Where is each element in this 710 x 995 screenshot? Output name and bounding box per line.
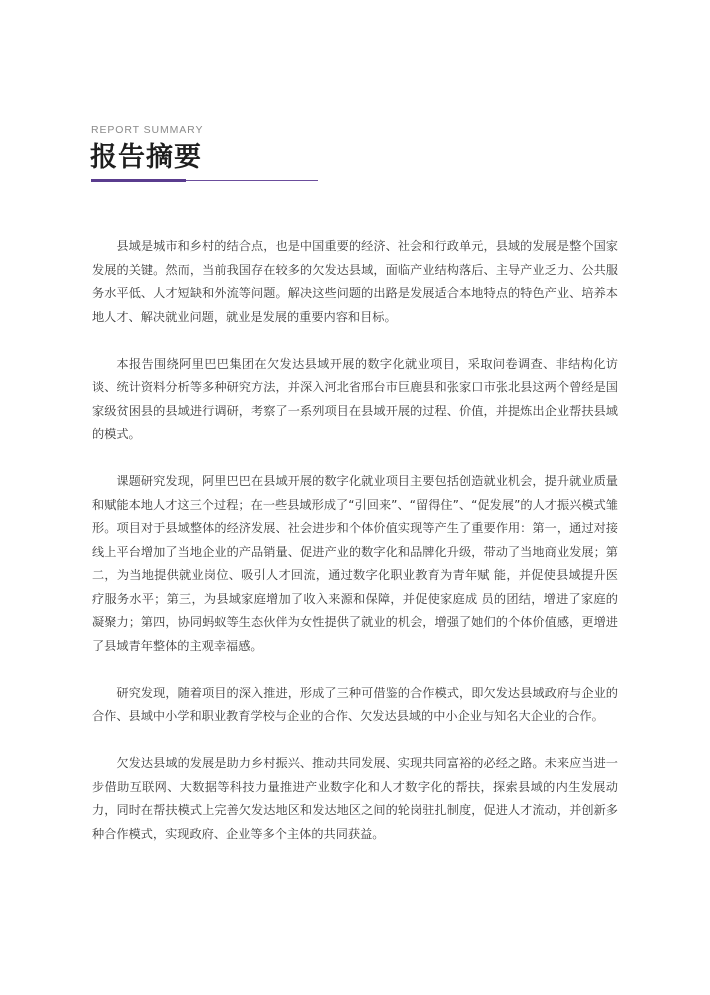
paragraph-findings: 课题研究发现，阿里巴巴在县域开展的数字化就业项目主要包括创造就业机会，提升就业质量和赋能本地人才这三个过程；在一些县域形成了“引回来”、“留得住”、“促发展”的人才振兴模式雏形。项目对于县域整体的经济发展、社会进步和个体价值实现等产生了重要作用：第一，通过对接线上平台增加了当地企业的产品销量、促进产业的数字化和品牌化升级，带动了当地商业发展；第二，为当地提供就业岗位、吸引人才回流，通过数字化职业教育为青年赋 能，并促使县域提升医疗服务水平；第三，为县域家庭增加了收入来源和保障，并促使家庭成 员的团结，增进了家庭的凝聚力；第四，协同蚂蚁等生态伙伴为女性提供了就业的机会，增强了她们的个体价值感，更增进了县域青年整体的主观幸福感。 [92, 474, 618, 653]
summary-body [92, 235, 618, 870]
paragraph-future-outlook: 欠发达县域的发展是助力乡村振兴、推动共同发展、实现共同富裕的必经之路。未来应当进一步借助互联网、大数据等科技力量推进产业数字化和人才数字化的帮扶，探索县域的内生发展动力，同时在帮扶模式上完善欠发达地区和发达地区之间的轮岗驻扎制度，促进人才流动，并创新多种合作模式，实现政府、企业等多个主体的共同获益。 [92, 756, 618, 841]
section-eyebrow: REPORT SUMMARY [91, 124, 204, 136]
title-underline-accent [91, 179, 186, 182]
paragraph-research-method: 本报告围绕阿里巴巴集团在欠发达县域开展的数字化就业项目，采取问卷调查、非结构化访谈、统计资料分析等多种研究方法，并深入河北省邢台市巨鹿县和张家口市张北县这两个曾经是国家级贫困县的县域进行调研，考察了一系列项目在县域开展的过程、价值，并提炼出企业帮扶县域的模式。 [92, 356, 618, 441]
paragraph-cooperation-models: 研究发现，随着项目的深入推进，形成了三种可借鉴的合作模式，即欠发达县域政府与企业的合作、县域中小学和职业教育学校与企业的合作、欠发达县域的中小企业与知名大企业的合作。 [92, 685, 618, 723]
paragraph-county-importance: 县域是城市和乡村的结合点，也是中国重要的经济、社会和行政单元，县域的发展是整个国家发展的关键。然而，当前我国存在较多的欠发达县域，面临产业结构落后、主导产业乏力、公共服务水平低、人才短缺和外流等问题。解决这些问题的出路是发展适合本地特点的特色产业、培养本地人才、解决就业问题，就业是发展的重要内容和目标。 [92, 239, 618, 324]
page-title: 报告摘要 [90, 142, 202, 173]
